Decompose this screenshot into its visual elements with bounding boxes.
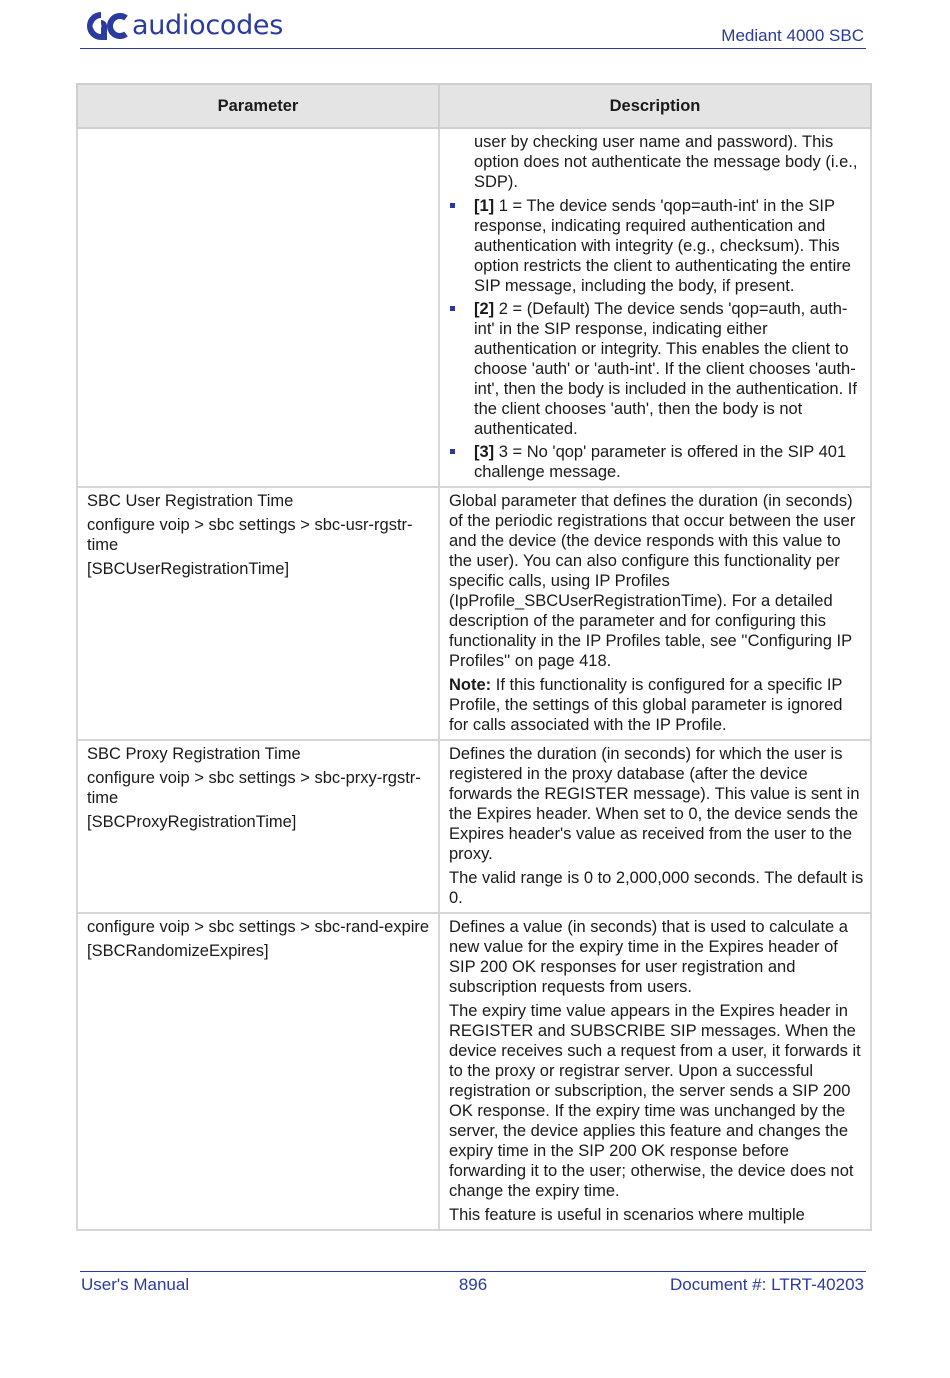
note-body: If this functionality is configured for a specific IP Profile, the settings of this global parameter is ignored for calls associated with the IP Profile. (449, 676, 843, 734)
ini-parameter: [SBCProxyRegistrationTime] (87, 813, 297, 831)
continued-text: user by checking user name and password). This option does not authenticate the message body (i.e., SDP). (474, 133, 858, 191)
logo-text: audiocodes (132, 10, 283, 41)
description-cell (439, 913, 871, 1230)
table-row (77, 913, 871, 1230)
option-key: [3] (474, 443, 495, 461)
document-number: Document #: LTRT-40203 (669, 1275, 864, 1294)
table-row (77, 128, 871, 487)
ini-parameter: [SBCRandomizeExpires] (87, 942, 269, 960)
parameter-cell (77, 487, 439, 740)
page-footer (80, 1271, 866, 1298)
page-number: 896 (458, 1275, 488, 1294)
parameter-name: SBC Proxy Registration Time (87, 745, 301, 763)
parameter-cell (77, 913, 439, 1230)
description-text: Global parameter that defines the duration (in seconds) of the periodic registrations that occur between the user and the device (the device responds with this value to the user). You can also configure this functionality per specific calls, using IP Profiles (IpProfile_SBCUserRegistrationTime). For a detailed description of the parameter and for configuring this functionality in the IP Profiles table, see ''Configuring IP Profiles'' on page 418. (449, 492, 856, 670)
parameters-table (76, 83, 872, 1231)
option-text: 3 = No 'qop' parameter is offered in the SIP 401 challenge message. (474, 443, 847, 481)
audiocodes-logo (84, 10, 283, 42)
audiocodes-logo-icon (84, 11, 130, 41)
cli-command: configure voip > sbc settings > sbc-prxy-rgstr-time (87, 769, 421, 807)
product-name: Mediant 4000 SBC (721, 26, 864, 45)
note-label: Note: (449, 676, 492, 694)
square-bullet-icon (450, 449, 455, 454)
description-text: Defines the duration (in seconds) for which the user is registered in the proxy database (after the device forwards the REGISTER message). This value is sent in the Expires header. When set to 0, the device sends the Expires header's value as received from the user to the proxy. (449, 745, 860, 863)
note-text (449, 675, 864, 735)
option-key: [1] (474, 197, 495, 215)
description-cell (439, 487, 871, 740)
col-header-parameter: Parameter (77, 84, 439, 128)
square-bullet-icon (450, 306, 455, 311)
option-text: 2 = (Default) The device sends 'qop=auth, auth-int' in the SIP response, indicating either authentication or integrity. This enables the client to choose 'auth' or 'auth-int'. If the client chooses 'auth-int', then the body is included in the authentication. If the client chooses 'auth', then the body is not authenticated. (474, 300, 857, 438)
description-text: Defines a value (in seconds) that is used to calculate a new value for the expiry time in the Expires header of SIP 200 OK responses for user registration and subscription requests from users. (449, 918, 848, 996)
cli-command: configure voip > sbc settings > sbc-rand-expire (87, 918, 430, 936)
parameter-cell (77, 128, 439, 487)
list-item (449, 442, 864, 482)
footer-manual-title: User's Manual (81, 1275, 190, 1294)
table-header-row (77, 84, 871, 128)
option-text: 1 = The device sends 'qop=auth-int' in the SIP response, indicating required authentication and authentication with integrity (e.g., checksum). This option restricts the client to authenticating the entire SIP message, including the body, if present. (474, 197, 851, 295)
square-bullet-icon (450, 203, 455, 208)
description-text: The expiry time value appears in the Expires header in REGISTER and SUBSCRIBE SIP messages. When the device receives such a request from a user, it forwards it to the proxy or registrar server. Upon a successful registration or subscription, the server sends a SIP 200 OK response. If the expiry time was unchanged by the server, the device applies this feature and changes the expiry time in the SIP 200 OK response before forwarding it to the user; otherwise, the device does not change the expiry time. (449, 1002, 861, 1200)
table-row (77, 487, 871, 740)
description-cell (439, 740, 871, 913)
page-header (80, 10, 866, 49)
parameter-cell (77, 740, 439, 913)
list-item (449, 299, 864, 439)
cli-command: configure voip > sbc settings > sbc-usr-rgstr-time (87, 516, 413, 554)
description-text: This feature is useful in scenarios where multiple (449, 1206, 805, 1224)
options-list (449, 196, 864, 482)
ini-parameter: [SBCUserRegistrationTime] (87, 560, 290, 578)
parameter-name: SBC User Registration Time (87, 492, 294, 510)
description-cell (439, 128, 871, 487)
list-item (449, 196, 864, 296)
col-header-description: Description (439, 84, 871, 128)
option-key: [2] (474, 300, 495, 318)
table-row (77, 740, 871, 913)
description-text: The valid range is 0 to 2,000,000 seconds. The default is 0. (449, 869, 864, 907)
